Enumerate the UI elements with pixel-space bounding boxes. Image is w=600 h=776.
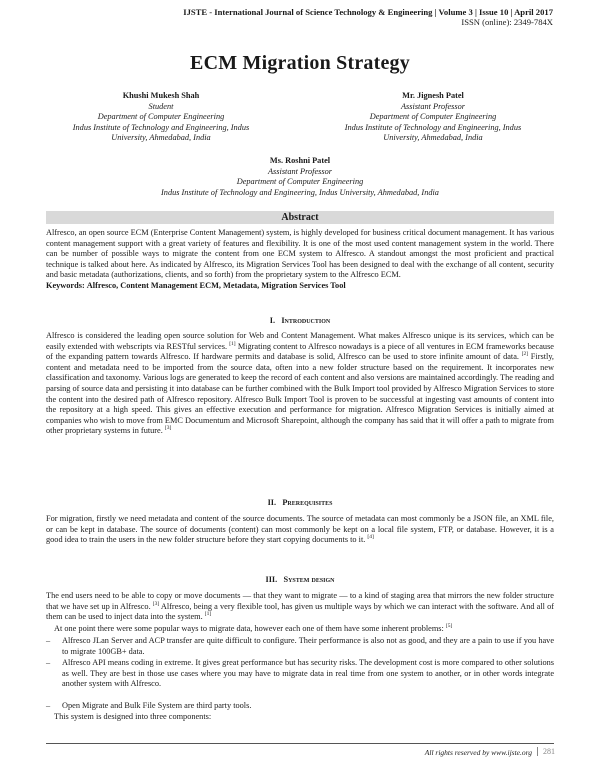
author-inst-2: University, Ahmedabad, India bbox=[111, 133, 211, 142]
author-role: Assistant Professor bbox=[400, 101, 465, 111]
bullet-dash: – bbox=[46, 636, 51, 645]
author-dept: Department of Computer Engineering bbox=[97, 112, 225, 121]
bullet-dash: – bbox=[46, 658, 51, 667]
section-heading-introduction bbox=[0, 316, 600, 325]
design-line2: At one point there were some popular ways to migrate data, however each one of them have some inherent problems: bbox=[54, 624, 444, 633]
section-heading-system-design bbox=[0, 575, 600, 584]
design-text-a: The end users need to be able to copy or move documents — that they want to migrate — to a kind of staging area that mirrors the new folder structure that we have set up in Alfresco. bbox=[46, 591, 554, 611]
intro-text-b: Migrating content to Alfresco nowadays is a piece of all ventures in ECM frameworks because of the expanding pattern towards Alfresco. If hardware permits and database is solid, Alfresco can be used to store infinite amount of data. bbox=[46, 341, 554, 362]
author-role: Assistant Professor bbox=[267, 166, 332, 176]
section-title: Prerequisites bbox=[282, 498, 333, 507]
journal-header-line2: ISSN (online): 2349-784X bbox=[461, 17, 553, 27]
section-number: III. bbox=[265, 575, 278, 584]
intro-text-a: Alfresco is considered the leading open source solution for Web and Content Management. What makes Alfresco unique is its services, which can be easily extended with webscripts via RESTful services. bbox=[46, 331, 554, 351]
abstract-heading: Abstract bbox=[46, 211, 554, 224]
intro-text-c: Firstly, content and metadata need to be imported from the source data, often into a new folder structure based on the requirement. It incorporates new classification and taxonomy. Various logs are generated to keep the record of each content and also versions are maintained accordingly. The reading and parsing of source data and persisting it into database can be further combined with the Bulk Import tool provided by Alfresco Migration Services to store the content into the desired path of Alfresco repository. Alfresco Bulk Import Tool is proven to be successful at ingesting vast amounts of content into the repository at a high speed. This gives an effective execution and performance for migration. Alfresco Migration Services is initially aimed at companies who wish to move from EMC Documentum and Microsoft Sharepoint, although the company has said that it will offer a path to migrate from other proprietary systems in future. bbox=[46, 352, 554, 436]
author-inst: Indus Institute of Technology and Engineering, Indus bbox=[344, 122, 522, 132]
system-design-text bbox=[46, 591, 554, 623]
system-design-closing: This system is designed into three components: bbox=[54, 712, 212, 721]
citation: [1] bbox=[229, 340, 236, 347]
abstract-body: Alfresco, an open source ECM (Enterprise Content Management) system, is highly developed for business critical document management. It has various content management support with a great variety of features and flexibility. It is one of the most used content management system in the world. There can be number of possible ways to migrate the content from one ECM system to Alfresco. A standout amongst the most proficient and practical technique is talked about here. As indicated by Alfresco, its Migration Services Tool has been designed to deal with the exchange of all content, security and basic metadata (authorizations, clients, and so forth) from the proprietary system to the Alfresco ECM. bbox=[46, 228, 554, 280]
author-inst-2: University, Ahmedabad, India bbox=[383, 133, 483, 142]
system-design-intro-line bbox=[54, 624, 554, 635]
author-block-1 bbox=[46, 91, 276, 144]
section-title: Introduction bbox=[281, 316, 331, 325]
author-dept: Department of Computer Engineering bbox=[369, 112, 497, 121]
citation: [2] bbox=[521, 351, 529, 358]
design-text-b: Alfresco, being a very flexible tool, has given us multiple ways by which we can interact with the software. And all of them can be used to inject data into the system. bbox=[46, 601, 554, 622]
journal-header-line1: IJSTE - International Journal of Science Technology & Engineering | Volume 3 | Issue 10 | April 2017 bbox=[183, 7, 553, 17]
author-dept: Department of Computer Engineering bbox=[236, 177, 364, 186]
journal-header bbox=[183, 7, 553, 27]
introduction-text bbox=[46, 331, 554, 437]
author-block-3 bbox=[46, 156, 554, 198]
citation: [4] bbox=[367, 534, 374, 541]
author-inst: Indus Institute of Technology and Engineering, Indus bbox=[72, 122, 250, 132]
citation: [3] bbox=[164, 425, 172, 432]
list-item-text: Alfresco JLan Server and ACP transfer are quite difficult to configure. Their performance is also not as good, and they are a pain to use if you have to migrate 100GB+ data. bbox=[62, 636, 554, 656]
list-item-text: Open Migrate and Bulk File System are third party tools. bbox=[62, 701, 252, 710]
section-heading-prerequisites bbox=[0, 498, 600, 507]
list-item-text: Alfresco API means coding in extreme. It gives great performance but has security risks. The development cost is more compared to other solutions as well. They are best in those use cases where you may have to migrate data in real time from one system to another, or in other words integrate another system with Alfresco. bbox=[62, 658, 554, 689]
author-name: Mr. Jignesh Patel bbox=[402, 91, 464, 100]
author-inst: Indus Institute of Technology and Engineering, Indus University, Ahmedabad, India bbox=[161, 187, 439, 197]
section-title: System design bbox=[283, 575, 335, 584]
section-number: II. bbox=[267, 498, 277, 507]
prerequisites-text bbox=[46, 514, 554, 546]
author-name: Khushi Mukesh Shah bbox=[122, 91, 200, 100]
author-role: Student bbox=[148, 101, 174, 111]
citation: [5] bbox=[445, 623, 453, 630]
footer-rights: All rights reserved by www.ijste.org bbox=[424, 748, 532, 757]
citation: [3] bbox=[152, 600, 160, 607]
citation: [1] bbox=[204, 611, 212, 618]
keywords-label: Keywords: bbox=[46, 280, 85, 290]
prereq-text: For migration, firstly we need metadata and content of the source documents. The source of metadata can most commonly be a JSON file, an XML file, or can be kept in database. The source of documents (content) can most commonly be kept on a local file system, FTP, or database. However, it is a good idea to train the users in the new folder structure before they start copying documents to it. bbox=[46, 514, 554, 545]
bullet-dash: – bbox=[46, 701, 51, 710]
abstract-text bbox=[46, 228, 554, 292]
page-number: 281 bbox=[537, 747, 557, 756]
list-item bbox=[46, 658, 554, 690]
section-number: I. bbox=[269, 316, 276, 325]
paper-title: ECM Migration Strategy bbox=[190, 52, 410, 74]
list-item bbox=[46, 701, 554, 712]
footer-divider bbox=[46, 743, 554, 744]
author-block-2 bbox=[318, 91, 548, 144]
author-name: Ms. Roshni Patel bbox=[269, 156, 331, 165]
keywords-text: Alfresco, Content Management ECM, Metadata, Migration Services Tool bbox=[86, 280, 346, 290]
list-item bbox=[46, 636, 554, 657]
